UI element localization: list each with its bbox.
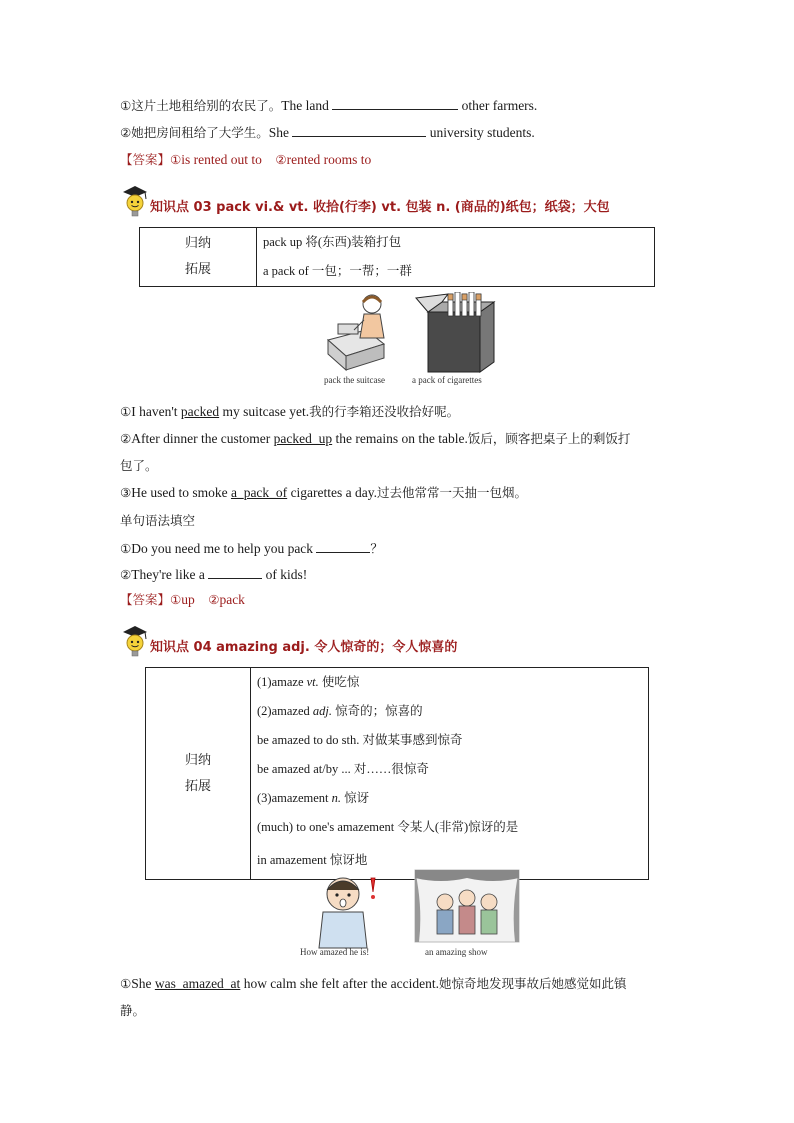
fill-blank[interactable] — [316, 539, 370, 553]
kp04-example-1-cont: 静。 — [120, 1003, 146, 1018]
table-row: be amazed at/by ... 对……很惊奇 — [251, 755, 649, 784]
table-label: 归纳 拓展 — [140, 228, 257, 287]
pack-suitcase-drawing — [320, 292, 502, 380]
caption: an amazing show — [425, 947, 488, 957]
knowledge-point-04-title: 知识点 04 amazing adj. 令人惊奇的；令人惊喜的 — [150, 640, 458, 655]
table-row: in amazement 惊讶地 — [251, 842, 649, 880]
scholar-bulb-icon — [120, 624, 150, 658]
kp04-example-1: ①She was_amazed_at how calm she felt after the accident.她惊奇地发现事故后她感觉如此镇 — [120, 976, 627, 991]
table-row: a pack of 一包；一帮；一群 — [257, 257, 655, 287]
fill-blank[interactable] — [292, 123, 426, 137]
knowledge-point-03-title: 知识点 03 pack vi.& vt. 收拾(行李) vt. 包装 n. (商品的)纸包；纸袋；大包 — [150, 200, 610, 215]
pack-illustration — [320, 292, 502, 392]
exercise-1: ①Do you need me to help you pack ？ — [120, 541, 383, 556]
table-row: (2)amazed adj. 惊奇的；惊喜的 — [251, 697, 649, 726]
answer-line-2: 【答案】①up ②pack — [120, 592, 245, 607]
exercise-2: ②They're like a of kids! — [120, 567, 308, 582]
example-3: ③He used to smoke a_pack_of cigarettes a day.过去他常常一天抽一包烟。 — [120, 485, 528, 500]
example-2-cont: 包了。 — [120, 458, 158, 473]
table-row: (much) to one's amazement 令某人(非常)惊讶的是 — [251, 813, 649, 842]
amazed-people-drawing — [293, 868, 523, 952]
exercise-title: 单句语法填空 — [120, 513, 196, 528]
caption: a pack of cigarettes — [412, 375, 482, 385]
amazing-illustration — [293, 868, 523, 964]
sentence-2: ②她把房间租给了大学生。She university students. — [120, 125, 535, 140]
table-row: (1)amaze vt. 使吃惊 — [251, 668, 649, 698]
kp03-summary-table — [139, 227, 655, 287]
caption: pack the suitcase — [324, 375, 385, 385]
scholar-bulb-icon — [120, 184, 150, 218]
kp04-summary-table — [145, 667, 649, 880]
fill-blank[interactable] — [208, 565, 262, 579]
table-row: pack up 将(东西)装箱打包 — [257, 228, 655, 258]
table-row: be amazed to do sth. 对做某事感到惊奇 — [251, 726, 649, 755]
example-1: ①I haven't packed my suitcase yet.我的行李箱还没收拾好呢。 — [120, 404, 460, 419]
table-row: (3)amazement n. 惊讶 — [251, 784, 649, 813]
example-2: ②After dinner the customer packed_up the remains on the table.饭后，顾客把桌子上的剩饭打 — [120, 431, 631, 446]
fill-blank[interactable] — [332, 96, 458, 110]
sentence-1: ①这片土地租给别的农民了。The land other farmers. — [120, 98, 538, 113]
answer-line-1: 【答案】①is rented out to ②rented rooms to — [120, 152, 372, 167]
table-label: 归纳 拓展 — [146, 668, 251, 880]
caption: How amazed he is! — [300, 947, 370, 957]
